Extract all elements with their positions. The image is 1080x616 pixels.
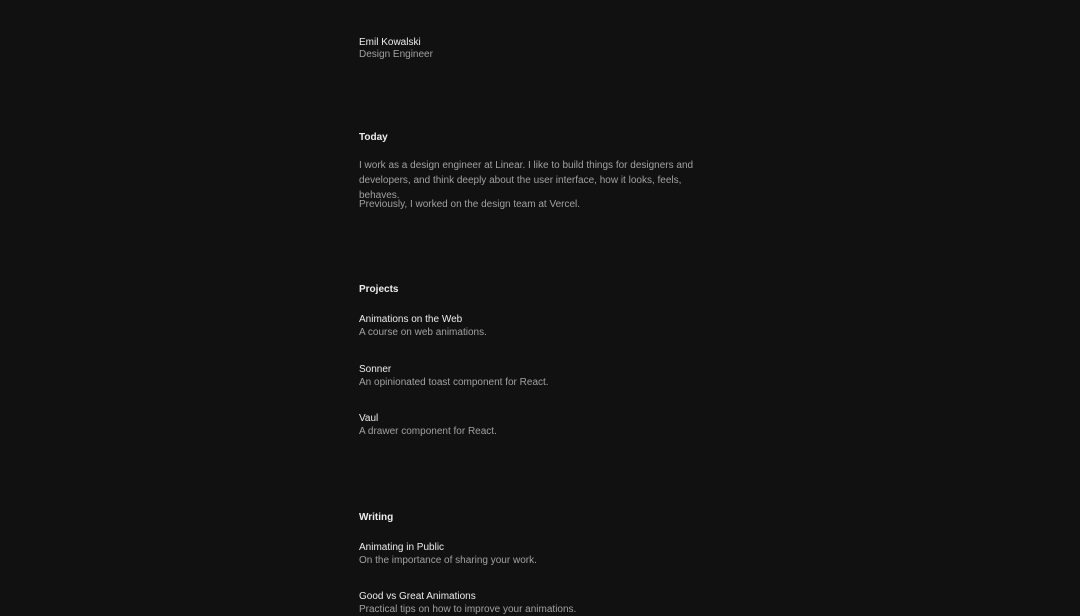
author-name[interactable]: Emil Kowalski [359,37,421,48]
project-item-animations[interactable] [359,313,487,339]
project-description: An opinionated toast component for React. [359,377,549,388]
section-title-today: Today [359,132,388,143]
project-description: A course on web animations. [359,327,487,338]
writing-title[interactable]: Animating in Public [359,542,445,553]
writing-description: On the importance of sharing your work. [359,555,537,566]
writing-item-animating-in-public[interactable] [359,541,537,567]
project-title[interactable]: Animations on the Web [359,314,463,325]
profile-header [359,37,433,61]
project-title[interactable]: Vaul [359,413,379,424]
project-item-vaul[interactable] [359,412,497,438]
today-paragraph-1: I work as a design engineer at Linear. I like to build things for designers and developers, and think deeply about the user interface, how it looks, feels, behaves. [359,160,694,201]
project-title[interactable]: Sonner [359,364,392,375]
project-description: A drawer component for React. [359,426,497,437]
writing-description: Practical tips on how to improve your animations. [359,604,577,615]
today-paragraph-2: Previously, I worked on the design team at Vercel. [359,199,581,210]
section-title-writing: Writing [359,512,394,523]
author-role: Design Engineer [359,49,433,60]
project-item-sonner[interactable] [359,363,549,389]
writing-item-good-vs-great[interactable] [359,590,576,616]
section-title-projects: Projects [359,284,399,295]
writing-title[interactable]: Good vs Great Animations [359,591,476,602]
